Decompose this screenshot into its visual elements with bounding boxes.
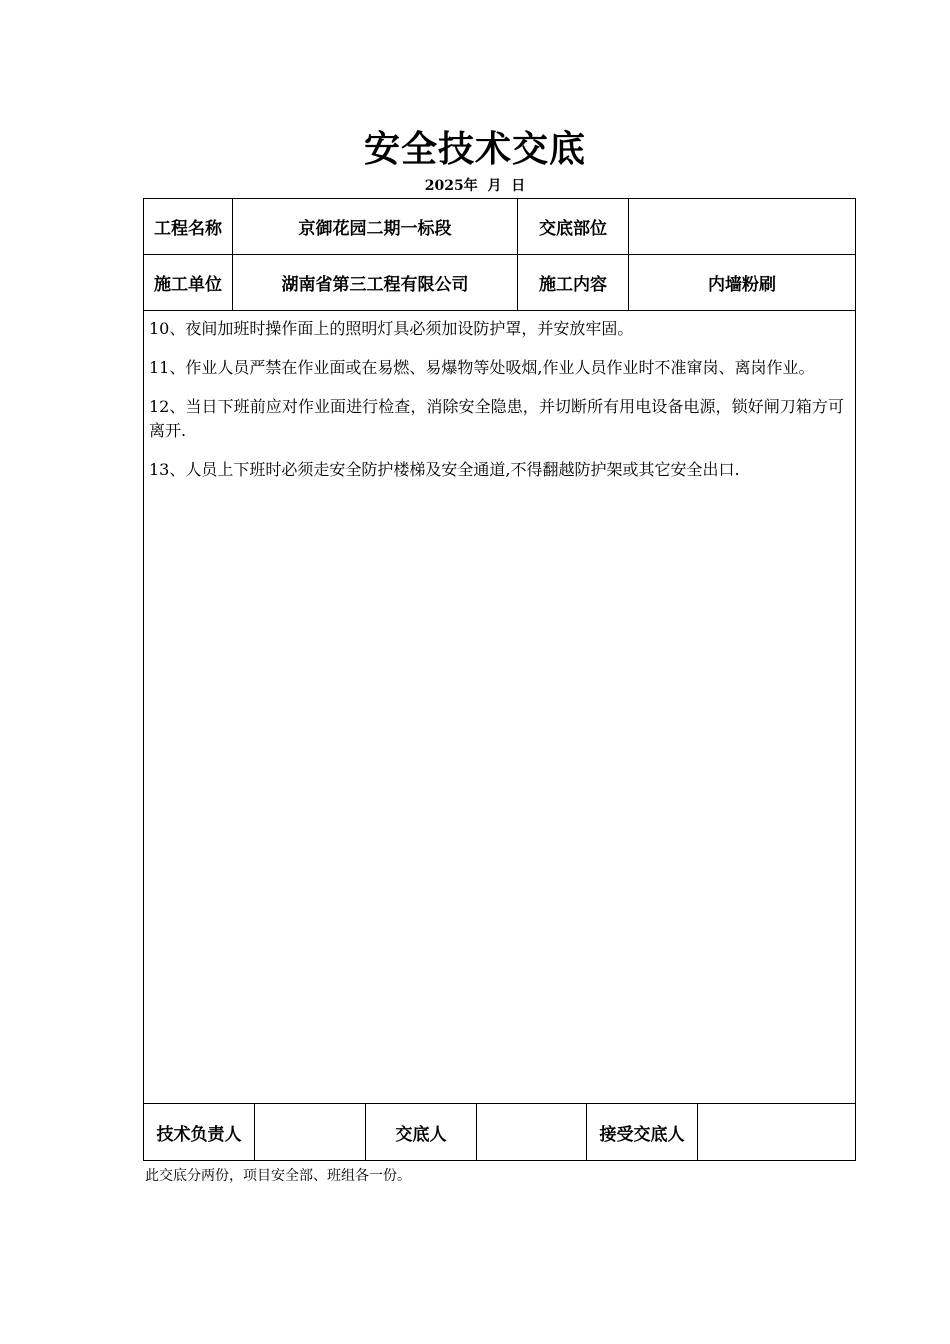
project-name-value: 京御花园二期一标段 — [233, 199, 518, 254]
receiver-signature — [698, 1104, 855, 1160]
briefing-item: 13、人员上下班时必须走安全防护楼梯及安全通道,不得翻越防护架或其它安全出口. — [149, 460, 740, 479]
project-name-label: 工程名称 — [144, 199, 233, 254]
receiver-label: 接受交底人 — [587, 1104, 698, 1160]
tech-lead-label: 技术负责人 — [144, 1104, 255, 1160]
briefing-table — [143, 198, 856, 1161]
construction-unit-label: 施工单位 — [144, 255, 233, 310]
presenter-signature — [477, 1104, 587, 1160]
briefing-item: 10、夜间加班时操作面上的照明灯具必须加设防护罩，并安放牢固。 — [149, 319, 634, 338]
briefing-item: 12、当日下班前应对作业面进行检查，消除安全隐患，并切断所有用电设备电源，锁好闸刀箱方可离开. — [149, 397, 844, 440]
header-row-project — [144, 199, 855, 255]
construction-content-value: 内墙粉刷 — [708, 275, 776, 295]
construction-unit-value: 湖南省第三工程有限公司 — [233, 255, 518, 310]
document-title: 安全技术交底 — [363, 129, 586, 170]
construction-content-label: 施工内容 — [518, 255, 629, 310]
briefing-item: 11、作业人员严禁在作业面或在易燃、易爆物等处吸烟,作业人员作业时不准窜岗、离岗作业。 — [149, 358, 815, 377]
briefing-part-value — [629, 199, 855, 254]
briefing-content — [149, 317, 844, 497]
document-date: 2025年 月 日 — [424, 178, 526, 194]
briefing-part-label: 交底部位 — [518, 199, 629, 254]
presenter-label: 交底人 — [366, 1104, 477, 1160]
tech-lead-signature — [255, 1104, 366, 1160]
signature-row — [144, 1103, 855, 1160]
header-row-unit — [144, 255, 855, 311]
footer-note: 此交底分两份，项目安全部、班组各一份。 — [145, 1168, 411, 1184]
